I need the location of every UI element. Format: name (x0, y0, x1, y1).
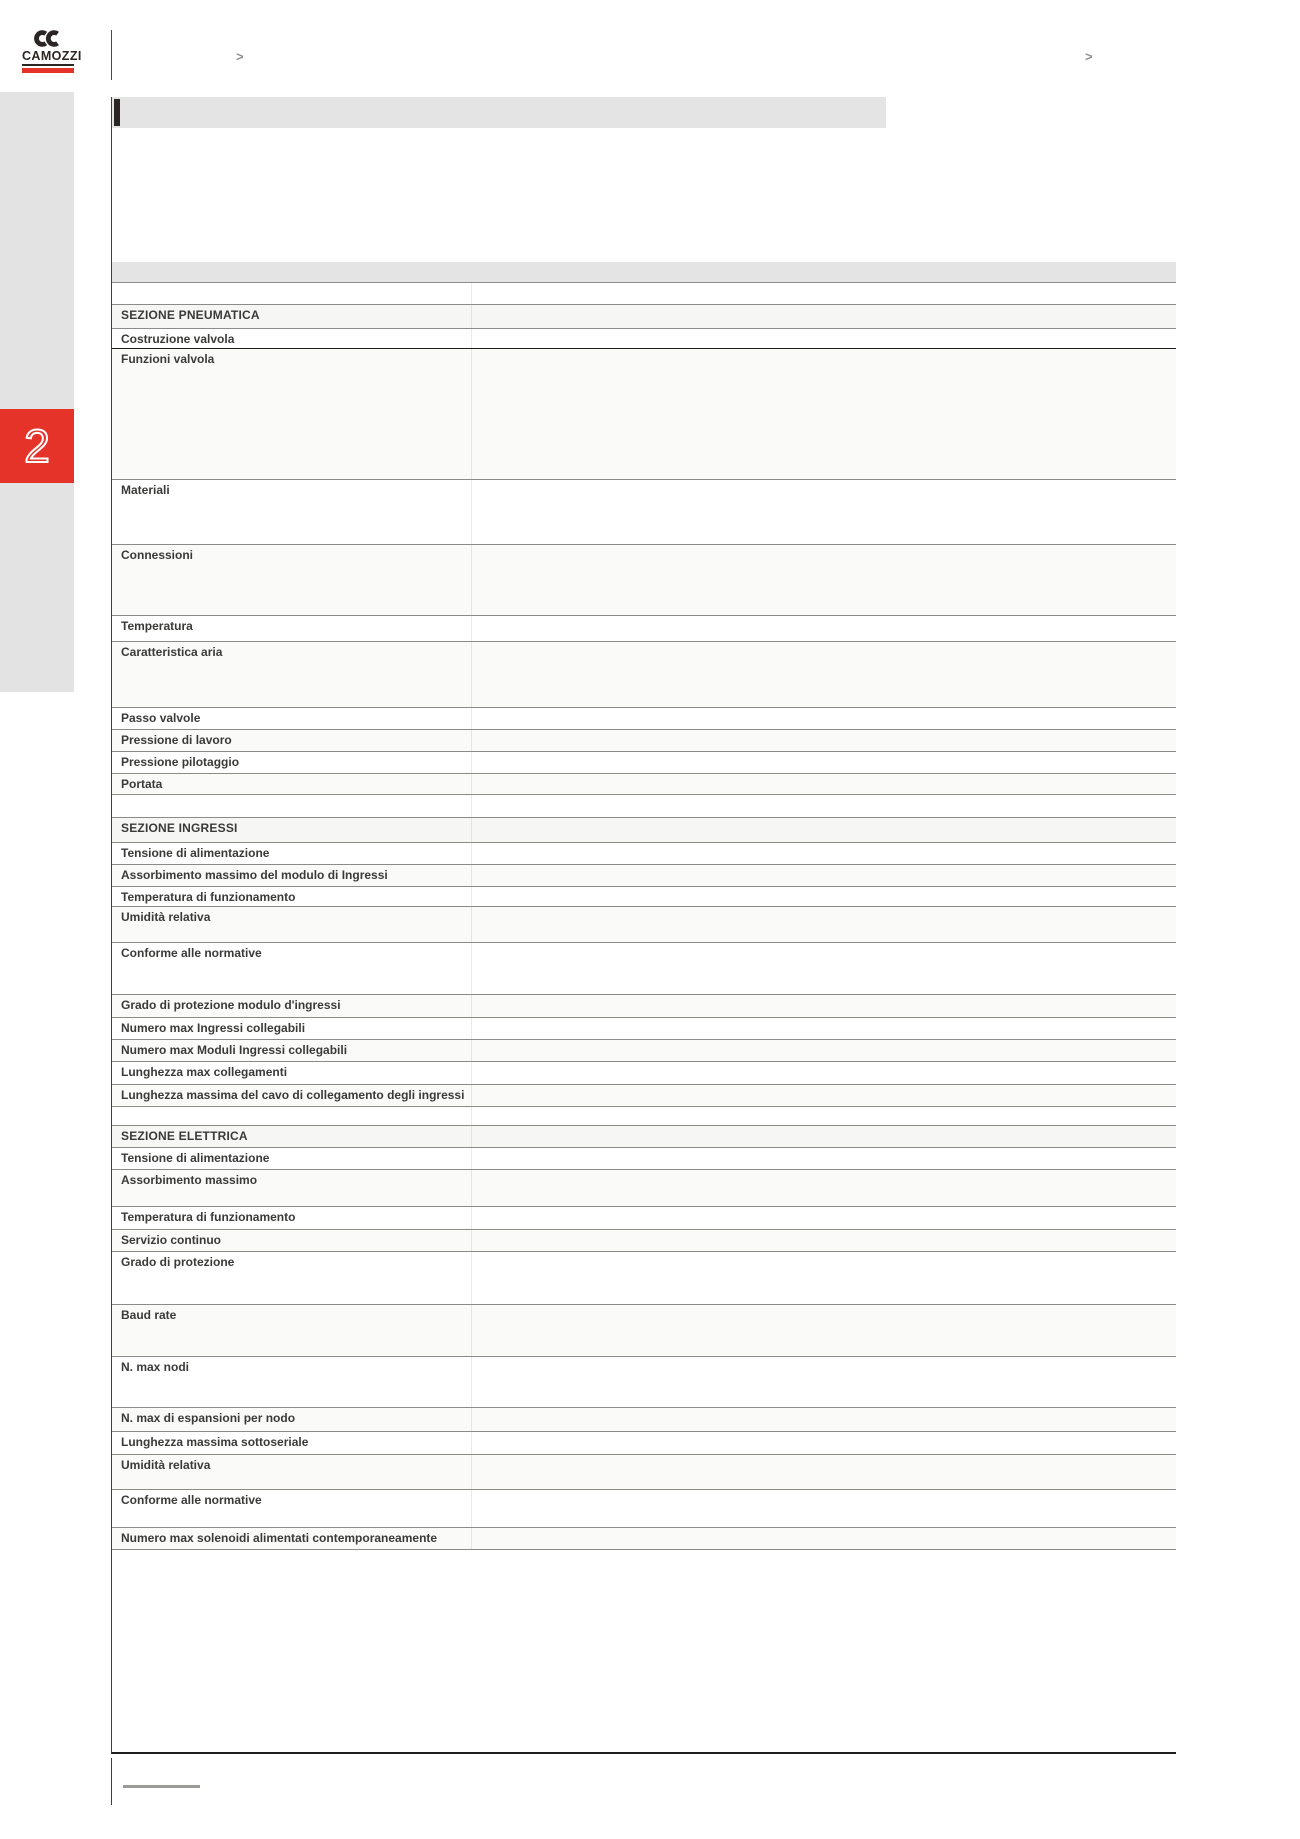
breadcrumb-chevron-right-icon: > (1085, 49, 1093, 64)
table-spacer-row (112, 795, 1176, 818)
table-row (112, 708, 1176, 730)
breadcrumb-chevron-left-icon: > (236, 49, 244, 64)
row-label: Materiali (121, 483, 170, 497)
row-label: Lunghezza massima del cavo di collegamento degli ingressi (121, 1088, 465, 1102)
title-bar-accent (114, 99, 120, 126)
camozzi-logo-mark-icon (34, 30, 64, 47)
table-row (112, 907, 1176, 943)
table-row (112, 1408, 1176, 1432)
table-row (112, 1062, 1176, 1085)
row-label: Numero max solenoidi alimentati contemporaneamente (121, 1531, 438, 1545)
row-label: Assorbimento massimo del modulo di Ingressi (121, 868, 388, 882)
chapter-tab: 2 (0, 409, 74, 483)
table-row (112, 1432, 1176, 1455)
table-row (112, 1230, 1176, 1252)
table-row (112, 545, 1176, 616)
table-row (112, 349, 1176, 480)
row-label: Tensione di alimentazione (121, 846, 270, 860)
row-label: Lunghezza massima sottoseriale (121, 1435, 309, 1449)
row-label: Connessioni (121, 548, 194, 562)
table-row (112, 329, 1176, 349)
logo-wordmark: CAMOZZI (22, 49, 74, 66)
row-label: Grado di protezione (121, 1255, 235, 1269)
row-label: Numero max Moduli Ingressi collegabili (121, 1043, 348, 1057)
section-header-label: SEZIONE INGRESSI (121, 821, 238, 835)
table-row (112, 752, 1176, 774)
table-section-row (112, 305, 1176, 329)
table-row (112, 995, 1176, 1018)
table-row (112, 1490, 1176, 1528)
table-row (112, 1357, 1176, 1408)
table-header-band (112, 262, 1176, 283)
row-label: Portata (121, 777, 163, 791)
table-spacer-row (112, 1107, 1176, 1126)
row-label: Tensione di alimentazione (121, 1151, 270, 1165)
row-label: Temperatura (121, 619, 193, 633)
row-label: Servizio continuo (121, 1233, 222, 1247)
table-row (112, 1040, 1176, 1062)
table-row (112, 616, 1176, 642)
section-header-label: SEZIONE ELETTRICA (121, 1129, 248, 1143)
row-label: Caratteristica aria (121, 645, 223, 659)
row-label: Conforme alle normative (121, 1493, 262, 1507)
table-row (112, 1085, 1176, 1107)
table-section-row (112, 818, 1176, 843)
logo-red-bar (22, 68, 74, 73)
table-spacer-row (112, 283, 1176, 305)
table-row (112, 1207, 1176, 1230)
table-row (112, 1148, 1176, 1170)
table-row (112, 1455, 1176, 1490)
row-label: Assorbimento massimo (121, 1173, 258, 1187)
row-label: Conforme alle normative (121, 946, 262, 960)
sidebar-strip (0, 92, 74, 692)
row-label: Lunghezza max collegamenti (121, 1065, 288, 1079)
header-divider (111, 30, 112, 80)
table-section-row (112, 1126, 1176, 1148)
table-row (112, 642, 1176, 708)
table-row (112, 865, 1176, 887)
row-label: Temperatura di funzionamento (121, 1210, 296, 1224)
table-row (112, 774, 1176, 795)
table-row (112, 1528, 1176, 1550)
row-label: Numero max Ingressi collegabili (121, 1021, 306, 1035)
row-label: Umidità relativa (121, 1458, 211, 1472)
table-row (112, 1170, 1176, 1207)
table-row (112, 730, 1176, 752)
table-row (112, 887, 1176, 907)
footer-rule (123, 1785, 200, 1788)
document-frame (111, 97, 1176, 1754)
section-header-label: SEZIONE PNEUMATICA (121, 308, 260, 322)
table-row (112, 480, 1176, 545)
camozzi-logo (22, 30, 82, 73)
row-label: Grado di protezione modulo d'ingressi (121, 998, 341, 1012)
row-label: Passo valvole (121, 711, 201, 725)
row-label: Pressione di lavoro (121, 733, 232, 747)
row-label: Umidità relativa (121, 910, 211, 924)
row-label: Costruzione valvola (121, 332, 235, 346)
row-label: Pressione pilotaggio (121, 755, 240, 769)
title-bar (112, 97, 886, 128)
table-row (112, 943, 1176, 995)
row-label: N. max nodi (121, 1360, 190, 1374)
row-label: Funzioni valvola (121, 352, 215, 366)
table-row (112, 1018, 1176, 1040)
row-label: N. max di espansioni per nodo (121, 1411, 296, 1425)
footer-border-mark (111, 1758, 112, 1805)
table-row (112, 1305, 1176, 1357)
row-label: Baud rate (121, 1308, 177, 1322)
row-label: Temperatura di funzionamento (121, 890, 296, 904)
table-row (112, 1252, 1176, 1305)
spec-table (112, 283, 1176, 1550)
table-row (112, 843, 1176, 865)
